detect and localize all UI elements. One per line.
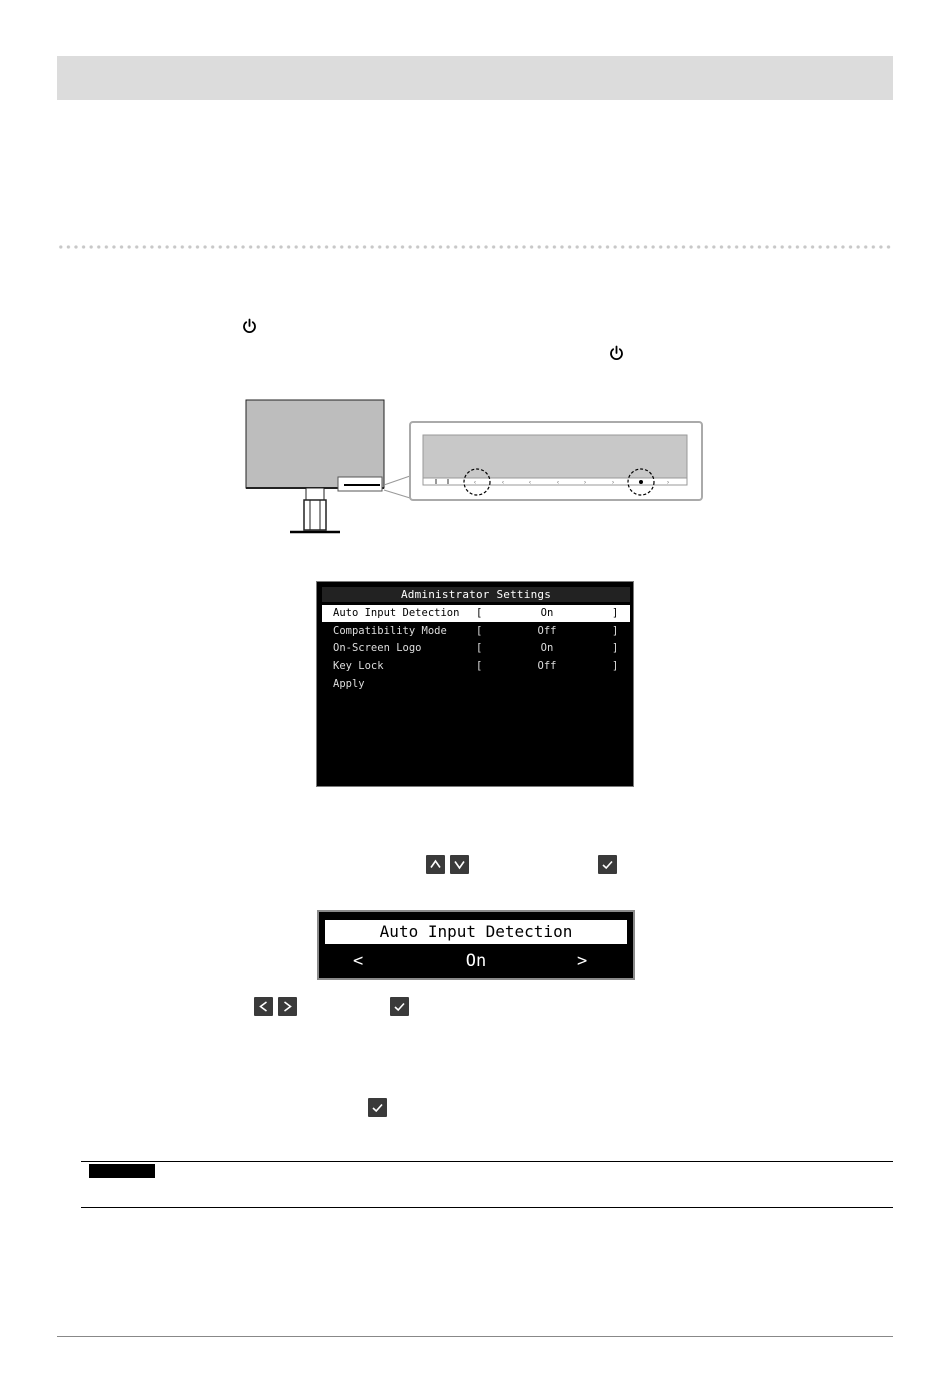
footer-rule bbox=[57, 1336, 893, 1337]
osd-bracket-close: ] bbox=[612, 660, 619, 672]
button-panel-zoom bbox=[410, 422, 702, 500]
osd-bracket-close: ] bbox=[612, 625, 619, 637]
osd-item-value: Off bbox=[537, 660, 557, 672]
osd-right-arrow[interactable]: > bbox=[577, 951, 588, 971]
svg-text:‹: ‹ bbox=[474, 480, 476, 486]
left-key-icon bbox=[254, 997, 273, 1016]
osd-item-label: Auto Input Detection bbox=[333, 607, 460, 619]
check-key-icon bbox=[368, 1098, 387, 1117]
note-label-tag bbox=[89, 1164, 155, 1178]
osd-left-arrow[interactable]: < bbox=[353, 951, 364, 971]
osd-setting-value-row bbox=[325, 948, 627, 974]
osd-item-label: Key Lock bbox=[333, 660, 384, 672]
note-top-rule bbox=[81, 1161, 893, 1162]
osd-title: Administrator Settings bbox=[322, 587, 630, 602]
svg-text:›: › bbox=[667, 480, 669, 486]
note-bottom-rule bbox=[81, 1207, 893, 1208]
osd-item-value: On bbox=[540, 607, 554, 619]
osd-item-value: Off bbox=[537, 625, 557, 637]
osd-item-label: On-Screen Logo bbox=[333, 642, 422, 654]
svg-text:›: › bbox=[612, 480, 614, 486]
osd-bracket-open: [ bbox=[476, 660, 483, 672]
power-icon bbox=[242, 318, 257, 334]
osd-bracket-open: [ bbox=[476, 625, 483, 637]
osd-administrator-settings bbox=[316, 581, 634, 787]
down-key-icon bbox=[450, 855, 469, 874]
monitor-illustration bbox=[240, 396, 706, 538]
osd-menu-item-key-lock[interactable] bbox=[322, 658, 630, 675]
power-icon bbox=[609, 345, 624, 361]
svg-text:›: › bbox=[584, 480, 586, 486]
osd-menu-item-compatibility-mode[interactable] bbox=[322, 623, 630, 640]
svg-text:‹: ‹ bbox=[557, 480, 559, 486]
check-key-icon bbox=[598, 855, 617, 874]
osd-menu-item-on-screen-logo[interactable] bbox=[322, 640, 630, 657]
check-key-icon bbox=[390, 997, 409, 1016]
svg-text:‹: ‹ bbox=[529, 480, 531, 486]
svg-text:‹: ‹ bbox=[502, 480, 504, 486]
osd-bracket-open: [ bbox=[476, 642, 483, 654]
section-header-bar bbox=[57, 56, 893, 100]
osd-item-value: On bbox=[540, 642, 554, 654]
osd-menu-item-apply[interactable] bbox=[322, 676, 630, 693]
monitor-front bbox=[246, 400, 410, 532]
osd-item-label: Compatibility Mode bbox=[333, 625, 447, 637]
osd-item-label: Apply bbox=[333, 678, 365, 690]
dotted-separator bbox=[57, 245, 893, 249]
osd-setting-value: On bbox=[465, 951, 487, 971]
up-key-icon bbox=[426, 855, 445, 874]
osd-bracket-close: ] bbox=[612, 642, 619, 654]
osd-bracket-open: [ bbox=[476, 607, 483, 619]
osd-setting-title: Auto Input Detection bbox=[325, 920, 627, 944]
osd-setting-dialog bbox=[317, 910, 635, 980]
osd-bracket-close: ] bbox=[612, 607, 619, 619]
osd-menu-item-auto-input-detection[interactable] bbox=[322, 605, 630, 622]
right-key-icon bbox=[278, 997, 297, 1016]
